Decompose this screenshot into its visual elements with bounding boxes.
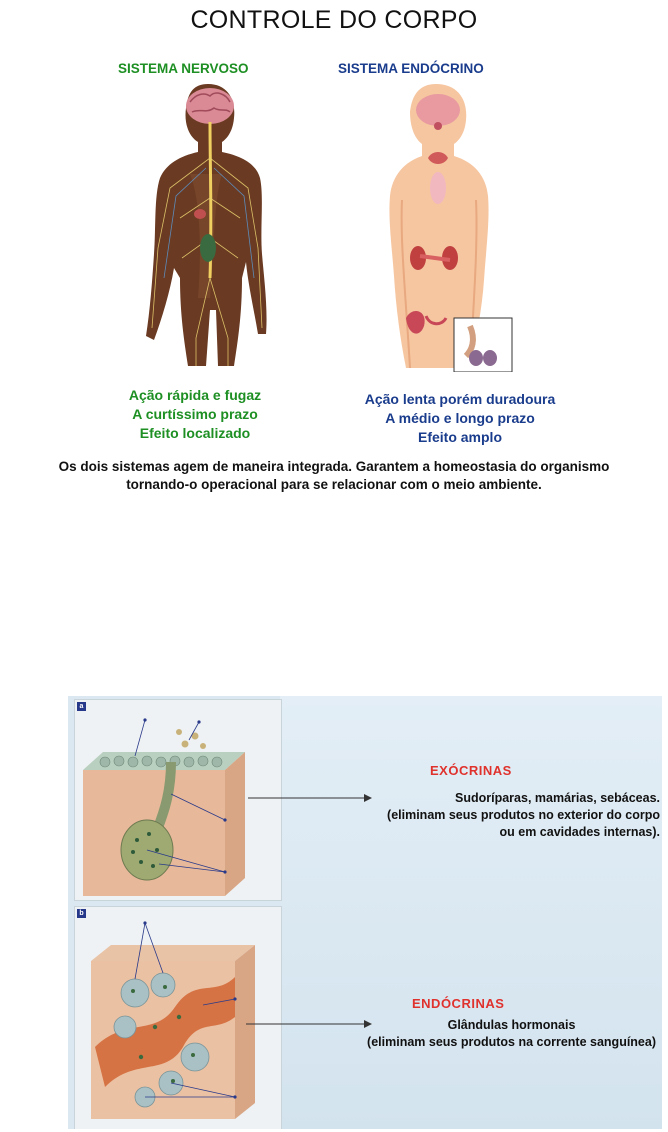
endocrine-title: ENDÓCRINAS	[412, 996, 505, 1011]
exocrine-title: EXÓCRINAS	[430, 763, 512, 778]
exocrine-description	[387, 790, 660, 841]
nervous-system-caption	[108, 386, 282, 443]
summary-line: Os dois sistemas agem de maneira integrada. Garantem a homeostasia do organismo	[58, 459, 610, 474]
endocrine-system-heading: SISTEMA ENDÓCRINO	[338, 61, 484, 76]
nervous-system-illustration	[130, 78, 280, 368]
nervous-system-heading: SISTEMA NERVOSO	[118, 61, 249, 76]
exocrine-line: Sudoríparas, mamárias, sebáceas.	[455, 791, 660, 805]
endocrine-line: Glândulas hormonais	[447, 1018, 576, 1032]
summary-paragraph	[0, 458, 668, 494]
endocrine-arrow	[244, 1014, 376, 1034]
exocrine-arrow	[246, 788, 376, 808]
endocrine-caption-line: Efeito amplo	[417, 429, 502, 445]
panel-letter-b: b	[77, 909, 86, 918]
endocrine-description	[367, 1017, 656, 1051]
summary-line: tornando-o operacional para se relacionar com o meio ambiente.	[126, 477, 542, 492]
exocrine-line: ou em cavidades internas).	[499, 825, 660, 839]
endocrine-system-illustration	[366, 80, 516, 372]
nervous-caption-line: Efeito localizado	[139, 425, 251, 441]
exocrine-line: (eliminam seus produtos no exterior do corpo	[387, 808, 660, 822]
endocrine-caption-line: Ação lenta porém duradoura	[364, 391, 556, 407]
nervous-caption-line: Ação rápida e fugaz	[128, 387, 262, 403]
endocrine-line: (eliminam seus produtos na corrente sanguínea)	[367, 1035, 656, 1049]
glands-panel	[68, 696, 662, 1129]
endocrine-system-caption	[350, 390, 570, 447]
nervous-caption-line: A curtíssimo prazo	[132, 406, 258, 422]
endocrine-caption-line: A médio e longo prazo	[385, 410, 535, 426]
panel-letter-a: a	[77, 702, 86, 711]
page-title: CONTROLE DO CORPO	[190, 6, 478, 34]
